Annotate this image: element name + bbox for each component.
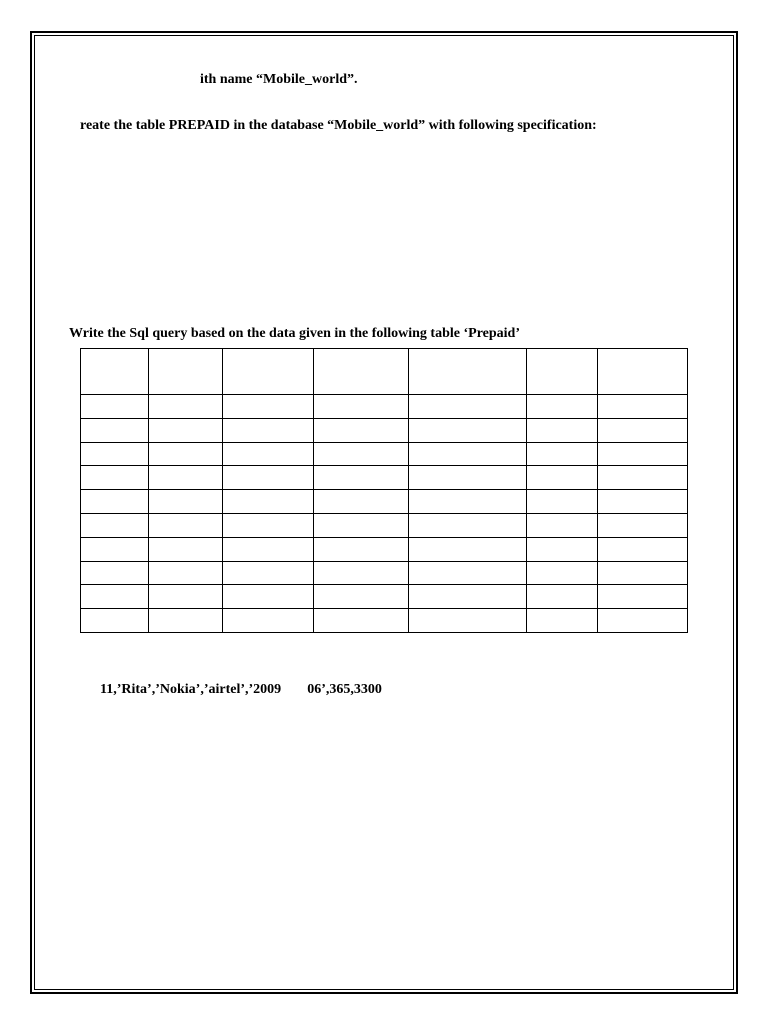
create-table-instruction: reate the table PREPAID in the database “Mobile_world” with following specification:	[80, 118, 597, 133]
sql-query-instruction: Write the Sql query based on the data given in the following table ‘Prepaid’	[69, 326, 521, 341]
table-row	[81, 537, 688, 561]
table-cell	[149, 513, 223, 537]
table-cell	[81, 490, 149, 514]
table-cell	[409, 585, 527, 609]
table-cell	[314, 395, 409, 419]
table-cell	[598, 395, 688, 419]
insert-values-part-2: 06’,365,3300	[307, 682, 382, 697]
table-cell	[598, 561, 688, 585]
prepaid-table	[80, 348, 688, 633]
table-header-cell	[81, 349, 149, 395]
table-header-cell	[598, 349, 688, 395]
table-header-row	[81, 349, 688, 395]
table-row	[81, 490, 688, 514]
table-cell	[409, 561, 527, 585]
table-cell	[314, 466, 409, 490]
table-row	[81, 585, 688, 609]
table-cell	[598, 466, 688, 490]
table-cell	[149, 537, 223, 561]
table-cell	[527, 585, 598, 609]
table-cell	[527, 537, 598, 561]
table-row	[81, 609, 688, 633]
table-cell	[409, 466, 527, 490]
table-cell	[314, 585, 409, 609]
table-cell	[598, 609, 688, 633]
table-header-cell	[527, 349, 598, 395]
table-cell	[149, 395, 223, 419]
table-cell	[598, 513, 688, 537]
table-cell	[409, 609, 527, 633]
table-cell	[527, 466, 598, 490]
table-cell	[149, 561, 223, 585]
table-cell	[149, 442, 223, 466]
table-cell	[314, 561, 409, 585]
table-cell	[149, 609, 223, 633]
table-cell	[314, 442, 409, 466]
table-cell	[223, 537, 314, 561]
table-cell	[598, 537, 688, 561]
table-cell	[314, 490, 409, 514]
table-row	[81, 395, 688, 419]
table-header-cell	[223, 349, 314, 395]
table-row	[81, 561, 688, 585]
table-cell	[409, 395, 527, 419]
table-cell	[81, 466, 149, 490]
table-cell	[223, 561, 314, 585]
table-cell	[314, 418, 409, 442]
table-cell	[527, 442, 598, 466]
table-cell	[598, 585, 688, 609]
database-name-text: ith name “Mobile_world”.	[200, 72, 358, 87]
table-cell	[409, 418, 527, 442]
table-cell	[149, 585, 223, 609]
table-cell	[223, 466, 314, 490]
table-cell	[223, 395, 314, 419]
table-cell	[223, 609, 314, 633]
table-cell	[81, 537, 149, 561]
table-cell	[223, 490, 314, 514]
table-cell	[314, 537, 409, 561]
table-header-cell	[314, 349, 409, 395]
table-cell	[81, 513, 149, 537]
table-cell	[149, 466, 223, 490]
table-row	[81, 513, 688, 537]
insert-values-part-1: 11,’Rita’,’Nokia’,’airtel’,’2009	[100, 682, 282, 697]
table-cell	[598, 442, 688, 466]
table-cell	[314, 609, 409, 633]
table-cell	[409, 513, 527, 537]
table-cell	[527, 490, 598, 514]
table-cell	[314, 513, 409, 537]
table-cell	[409, 490, 527, 514]
table-cell	[527, 395, 598, 419]
table-header-cell	[149, 349, 223, 395]
table-cell	[223, 585, 314, 609]
table-cell	[81, 585, 149, 609]
table-cell	[149, 418, 223, 442]
table-cell	[223, 442, 314, 466]
table-cell	[598, 418, 688, 442]
table-row	[81, 442, 688, 466]
table-cell	[149, 490, 223, 514]
table-cell	[527, 609, 598, 633]
table-cell	[81, 561, 149, 585]
table-cell	[527, 561, 598, 585]
table-row	[81, 418, 688, 442]
table-cell	[223, 418, 314, 442]
table-cell	[81, 442, 149, 466]
table-row	[81, 466, 688, 490]
table-cell	[81, 418, 149, 442]
table-cell	[409, 442, 527, 466]
table-header-cell	[409, 349, 527, 395]
insert-values-text	[100, 682, 382, 698]
table-cell	[223, 513, 314, 537]
table-cell	[598, 490, 688, 514]
table-cell	[81, 395, 149, 419]
table-cell	[527, 513, 598, 537]
table-cell	[81, 609, 149, 633]
table-cell	[409, 537, 527, 561]
table-cell	[527, 418, 598, 442]
